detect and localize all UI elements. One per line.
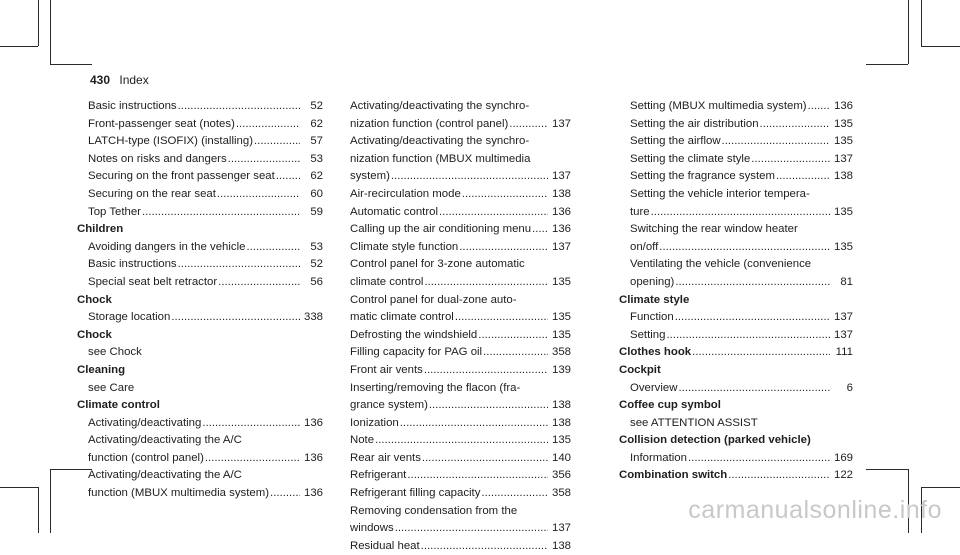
entry-text: Activating/deactivating the A/C [88,434,242,447]
index-entry[interactable] [339,274,571,292]
page-reference[interactable]: 140 [551,451,571,464]
entry-text: climate control [350,275,424,288]
leader-dots [422,450,548,468]
crop-mark [50,469,51,533]
leader-dots [391,168,548,186]
leader-dots [751,151,830,169]
entry-text: Residual heat [350,539,420,552]
index-entry [619,256,853,274]
page-reference[interactable]: 135 [551,311,571,324]
page-reference[interactable]: 138 [551,539,571,552]
index-heading [619,362,853,380]
index-entry[interactable] [77,415,323,433]
leader-dots [483,344,548,362]
page-reference[interactable]: 53 [310,152,323,165]
page-reference[interactable]: 137 [551,117,571,130]
leader-dots [424,274,548,292]
page-reference[interactable]: 111 [835,346,853,359]
entry-text: Setting the airflow [630,135,721,148]
page-number: 430 [90,73,111,87]
entry-text: Activating/deactivating the synchro- [350,100,530,112]
entry-text: Automatic control [350,205,438,218]
index-entry [339,503,571,521]
entry-text: Air-recirculation mode [350,187,461,200]
leader-dots [429,397,548,415]
index-entry[interactable] [619,327,853,345]
page-header [90,73,149,87]
page-reference[interactable]: 137 [833,311,853,324]
crop-mark [50,0,51,64]
page-reference[interactable]: 138 [551,187,571,200]
crop-mark [921,0,922,46]
index-entry [619,415,853,433]
index-entry [339,292,571,310]
index-heading [77,327,323,345]
leader-dots [205,450,300,468]
index-heading[interactable] [619,344,853,362]
index-entry[interactable] [339,432,571,450]
entry-text: Note [350,434,375,447]
entry-text: Chock [77,293,112,306]
entry-text: Collision detection (parked vehicle) [619,434,811,447]
entry-text: Setting the air distribution [630,117,759,130]
entry-text: Removing condensation from the [350,504,518,517]
entry-text: Rear air vents [350,451,421,464]
page-reference[interactable]: 135 [551,434,571,447]
leader-dots [400,415,548,433]
leader-dots [688,450,830,468]
index-entry[interactable] [339,327,571,345]
entry-text: Chock [77,328,112,341]
page-reference[interactable]: 169 [833,451,853,464]
leader-dots [202,415,300,433]
index-entry[interactable] [77,116,323,134]
index-column-3 [619,98,853,485]
page-reference[interactable]: 136 [551,205,571,218]
crop-mark [921,487,960,488]
crop-mark [38,0,39,46]
index-entry[interactable] [339,397,571,415]
entry-text: Refrigerant [350,469,407,482]
crop-mark [866,64,908,65]
leader-dots [481,485,548,503]
leader-dots [459,239,548,257]
index-entry[interactable] [619,168,853,186]
entry-text: Inserting/removing the flacon (fra- [350,381,521,394]
page-reference[interactable]: 137 [551,522,571,535]
index-entry[interactable] [77,256,323,274]
entry-text: Climate style function [350,240,459,253]
entry-text: Clothes hook [619,346,692,359]
index-entry [339,256,571,274]
page-reference[interactable]: 60 [310,187,323,200]
index-heading [77,362,323,380]
page-reference[interactable]: 56 [310,275,323,288]
leader-dots [678,380,830,398]
entry-text: Combination switch [619,469,728,482]
index-entry[interactable] [619,450,853,468]
index-entry[interactable] [339,168,571,186]
index-entry [339,380,571,398]
index-entry[interactable] [339,221,571,239]
index-entry[interactable] [619,133,853,151]
leader-dots [651,204,830,222]
index-entry [619,221,853,239]
entry-text: Activating/deactivating the A/C [88,469,242,482]
entry-text: Cleaning [77,363,126,376]
page-reference[interactable]: 136 [303,451,323,464]
entry-text: see Chock [88,346,142,359]
entry-text: see Care [88,381,135,394]
leader-dots [236,116,300,134]
leader-dots [692,344,830,362]
page-reference[interactable]: 138 [833,170,853,183]
page-reference[interactable]: 137 [551,240,571,253]
page-reference[interactable]: 137 [833,328,853,341]
entry-text: on/off [630,240,659,253]
index-heading [77,292,323,310]
index-entry[interactable] [339,415,571,433]
page-reference[interactable]: 62 [310,117,323,130]
index-entry[interactable] [619,274,853,292]
page-reference[interactable]: 57 [310,135,323,148]
leader-dots [424,362,548,380]
leader-dots [276,168,300,186]
index-entry[interactable] [77,239,323,257]
index-entry[interactable] [619,380,853,398]
index-entry[interactable] [77,485,323,503]
entry-text: nization function (MBUX multimedia [350,152,531,165]
page-reference[interactable]: 53 [310,240,323,253]
page-reference[interactable]: 136 [833,100,853,112]
entry-text: Switching the rear window heater [630,223,798,236]
page-reference[interactable]: 137 [551,170,571,183]
leader-dots [218,274,300,292]
index-entry[interactable] [339,239,571,257]
index-entry [339,133,571,151]
page-reference[interactable]: 122 [833,469,853,482]
entry-text: Ventilating the vehicle (convenience [630,258,812,271]
entry-text: Coffee cup symbol [619,399,721,412]
entry-text: see ATTENTION ASSIST [630,416,758,429]
index-entry [77,344,323,362]
index-entry[interactable] [77,309,323,327]
leader-dots [675,309,830,327]
entry-text: windows [350,522,394,535]
page-reference[interactable]: 138 [551,416,571,429]
entry-text: Information [630,451,687,464]
entry-text: Filling capacity for PAG oil [350,346,483,359]
entry-text: Control panel for 3-zone automatic [350,258,525,271]
entry-text: Securing on the front passenger seat [88,170,275,183]
index-entry [77,432,323,450]
index-heading[interactable] [619,467,853,485]
entry-text: Front-passenger seat (notes) [88,117,235,130]
leader-dots [532,221,548,239]
crop-mark [921,46,960,47]
page-reference[interactable]: 6 [846,381,853,394]
leader-dots [728,467,830,485]
entry-text: Storage location [88,311,171,324]
entry-text: Special seat belt retractor [88,275,218,288]
entry-text: Securing on the rear seat [88,187,216,200]
entry-text: Climate control [77,399,160,412]
page-reference[interactable]: 136 [551,223,571,236]
page-reference[interactable]: 136 [303,487,323,500]
entry-text: grance system) [350,399,428,412]
section-title: Index [119,73,149,87]
index-entry[interactable] [339,485,571,503]
entry-text: Activating/deactivating the synchro- [350,135,530,148]
index-entry [77,467,323,485]
page-reference[interactable]: 52 [310,100,323,112]
entry-text: Setting (MBUX multimedia system) [630,100,807,112]
entry-text: Basic instructions [88,258,177,271]
index-entry[interactable] [77,151,323,169]
entry-text: Basic instructions [88,100,177,112]
entry-text: Defrosting the windshield [350,328,478,341]
leader-dots [407,467,548,485]
index-entry[interactable] [619,98,853,116]
entry-text: Setting the fragrance system [630,170,775,183]
entry-text: Setting [630,328,666,341]
leader-dots [776,168,830,186]
entry-text: function (MBUX multimedia system) [88,487,270,500]
leader-dots [270,485,300,503]
leader-dots [439,204,548,222]
index-entry[interactable] [619,116,853,134]
page-reference[interactable]: 52 [310,258,323,271]
page-reference[interactable]: 137 [833,152,853,165]
page-reference[interactable]: 136 [303,416,323,429]
entry-text: Function [630,311,674,324]
entry-text: system) [350,170,390,183]
crop-mark [866,469,908,470]
entry-text: function (control panel) [88,451,204,464]
crop-mark [908,0,909,64]
index-entry[interactable] [619,309,853,327]
entry-text: opening) [630,275,675,288]
page-reference[interactable]: 138 [551,399,571,412]
index-entry[interactable] [339,344,571,362]
leader-dots [171,309,300,327]
index-entry[interactable] [339,116,571,134]
leader-dots [178,98,300,116]
entry-text: Calling up the air conditioning menu [350,223,532,236]
page-reference[interactable]: 135 [833,240,853,253]
entry-text: Activating/deactivating [88,416,202,429]
index-entry[interactable] [339,450,571,468]
entry-text: Top Tether [88,205,141,218]
page-reference[interactable]: 135 [833,117,853,130]
leader-dots [254,133,300,151]
index-entry [77,380,323,398]
page-reference[interactable]: 358 [551,346,571,359]
index-entry[interactable] [339,309,571,327]
entry-text: Overview [630,381,678,394]
index-column-1 [77,98,323,503]
leader-dots [675,274,830,292]
page-reference[interactable]: 62 [310,170,323,183]
page-reference[interactable]: 135 [551,328,571,341]
entry-text: Climate style [619,293,690,306]
index-entry[interactable] [77,168,323,186]
leader-dots [808,98,830,116]
page-reference[interactable]: 135 [551,275,571,288]
leader-dots [722,133,830,151]
entry-text: Front air vents [350,363,423,376]
index-heading [619,432,853,450]
index-entry[interactable] [77,98,323,116]
page-reference[interactable]: 135 [833,135,853,148]
index-entry[interactable] [77,133,323,151]
index-heading [619,292,853,310]
index-entry[interactable] [77,450,323,468]
index-entry [339,98,571,116]
index-entry [339,151,571,169]
index-heading [619,397,853,415]
crop-mark [50,64,92,65]
entry-text: Setting the vehicle interior tempera- [630,187,810,200]
page-reference[interactable]: 139 [551,363,571,376]
entry-text: ture [630,205,650,218]
page-reference[interactable]: 81 [840,275,853,288]
entry-text: Notes on risks and dangers [88,152,227,165]
page-reference[interactable]: 338 [303,311,323,324]
index-entry [619,186,853,204]
index-entry[interactable] [339,520,571,538]
crop-mark [0,46,38,47]
leader-dots [760,116,830,134]
leader-dots [217,186,300,204]
page-reference[interactable]: 356 [551,469,571,482]
index-heading [77,221,323,239]
entry-text: Children [77,223,124,236]
watermark: carmanualsonline.info [688,496,942,524]
page-reference[interactable]: 59 [310,205,323,218]
index-entry[interactable] [339,538,571,555]
index-entry[interactable] [77,274,323,292]
page-reference[interactable]: 135 [833,205,853,218]
page-reference[interactable]: 358 [551,487,571,500]
index-entry[interactable] [339,204,571,222]
index-entry[interactable] [619,151,853,169]
entry-text: Ionization [350,416,399,429]
leader-dots [228,151,300,169]
leader-dots [462,186,548,204]
crop-mark [0,487,38,488]
leader-dots [666,327,830,345]
leader-dots [142,204,300,222]
index-column-2 [339,98,571,555]
leader-dots [509,116,548,134]
leader-dots [246,239,300,257]
entry-text: Control panel for dual-zone auto- [350,293,517,306]
entry-text: Avoiding dangers in the vehicle [88,240,246,253]
entry-text: Setting the climate style [630,152,751,165]
leader-dots [395,520,548,538]
index-entry[interactable] [619,239,853,257]
leader-dots [178,256,300,274]
leader-dots [659,239,830,257]
crop-mark [38,487,39,533]
index-entry[interactable] [339,362,571,380]
leader-dots [375,432,548,450]
entry-text: Cockpit [619,363,661,376]
index-entry[interactable] [77,186,323,204]
index-entry[interactable] [77,204,323,222]
index-entry[interactable] [619,204,853,222]
entry-text: LATCH-type (ISOFIX) (installing) [88,135,253,148]
index-entry[interactable] [339,186,571,204]
leader-dots [455,309,548,327]
leader-dots [478,327,548,345]
index-heading [77,397,323,415]
index-entry[interactable] [339,467,571,485]
leader-dots [421,538,548,555]
entry-text: nization function (control panel) [350,117,509,130]
entry-text: Refrigerant filling capacity [350,487,481,500]
entry-text: matic climate control [350,311,454,324]
